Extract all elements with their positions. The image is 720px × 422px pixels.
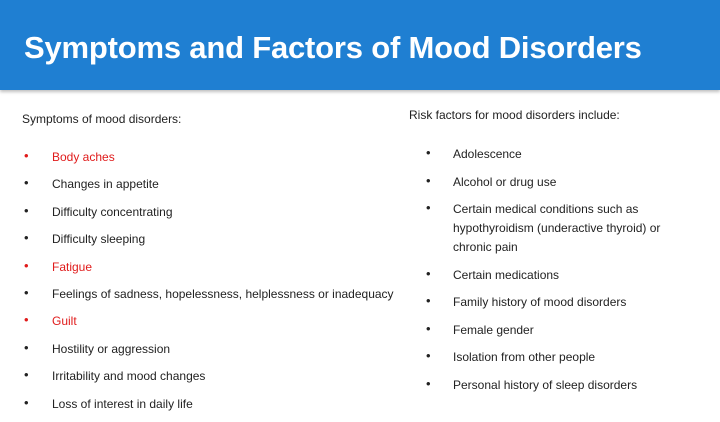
symptom-item: • Fatigue — [24, 257, 93, 274]
bullet-icon: • — [24, 202, 29, 218]
bullet-icon: • — [426, 172, 431, 188]
risk-factors-heading: Risk factors for mood disorders include: — [409, 108, 620, 122]
symptom-item: • Loss of interest in daily life — [24, 394, 193, 411]
risk-factor-item: • Adolescence — [426, 145, 522, 161]
symptom-item: • Hostility or aggression — [24, 339, 171, 356]
symptom-item: • Guilt — [24, 312, 77, 329]
bullet-icon: • — [426, 320, 431, 336]
risk-factor-item: • Isolation from other people — [426, 348, 596, 364]
risk-factor-item: • Certain medications — [426, 265, 560, 282]
bullet-icon: • — [24, 284, 29, 300]
bullet-icon: • — [24, 148, 29, 163]
bullet-icon: • — [426, 293, 431, 308]
bullet-icon: • — [24, 175, 29, 191]
bullet-icon: • — [426, 348, 431, 363]
bullet-icon: • — [426, 375, 431, 391]
bullet-icon: • — [24, 339, 29, 355]
bullet-icon: • — [24, 367, 29, 383]
risk-factor-item: • Alcohol or drug use — [426, 172, 557, 189]
symptom-item: • Difficulty sleeping — [24, 230, 146, 247]
symptom-item: • Changes in appetite — [24, 175, 159, 192]
risk-factor-item: • Family history of mood disorders — [426, 293, 627, 309]
title-bar — [0, 0, 720, 90]
symptom-item: • Body aches — [24, 148, 115, 164]
symptoms-heading: Symptoms of mood disorders: — [22, 112, 182, 126]
bullet-icon: • — [24, 394, 29, 410]
symptom-item: • Irritability and mood changes — [24, 367, 206, 384]
risk-factors-list — [426, 145, 686, 403]
bullet-icon: • — [426, 200, 431, 215]
risk-factor-item: • Certain medical conditions such as hypothyroidism (underactive thyroid) or chronic pain — [426, 200, 661, 254]
bullet-icon: • — [426, 145, 431, 160]
risk-factor-item: • Personal history of sleep disorders — [426, 375, 638, 392]
bullet-icon: • — [24, 230, 29, 246]
bullet-icon: • — [24, 257, 29, 273]
symptom-item: • Difficulty concentrating — [24, 202, 173, 219]
bullet-icon: • — [426, 265, 431, 281]
bullet-icon: • — [24, 312, 29, 328]
symptoms-list — [24, 148, 404, 422]
slide-title: Symptoms and Factors of Mood Disorders — [24, 30, 642, 65]
symptom-item: • Feelings of sadness, hopelessness, helplessness or inadequacy — [24, 284, 394, 301]
risk-factor-item: • Female gender — [426, 320, 534, 337]
